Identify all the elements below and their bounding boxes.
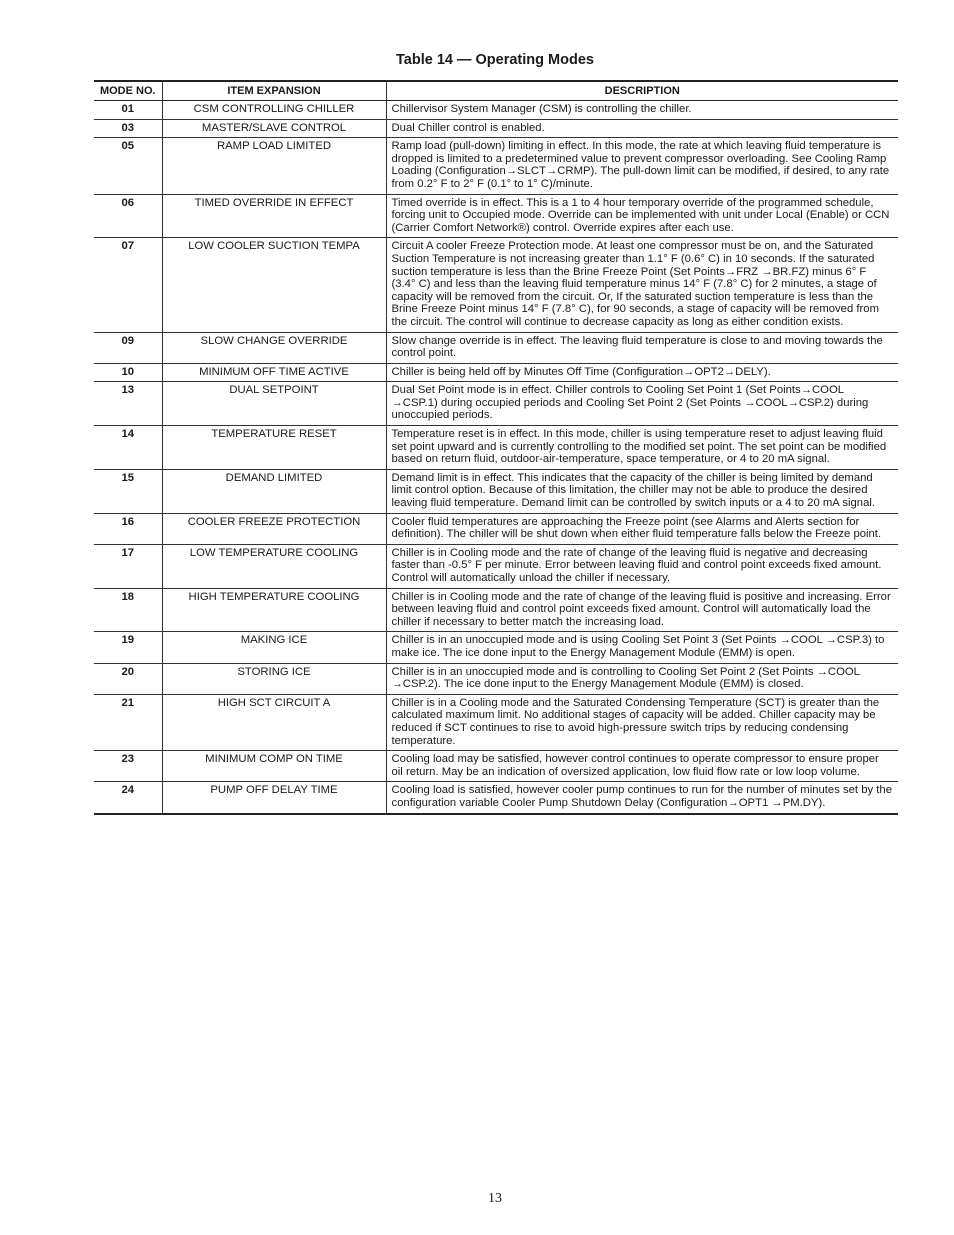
header-description: DESCRIPTION (386, 81, 898, 101)
mode-description: Dual Set Point mode is in effect. Chiller controls to Cooling Set Point 1 (Set Points→COOL →CSP.1) during occupied periods and Cooling Set Point 2 (Set Points →COOL→CSP.2) during unoccupied periods. (386, 382, 898, 426)
mode-description: Dual Chiller control is enabled. (386, 119, 898, 138)
mode-number: 18 (121, 590, 135, 603)
mode-number: 20 (121, 665, 135, 678)
mode-description: Chiller is in Cooling mode and the rate of change of the leaving fluid is positive and increasing. Error between leaving fluid and control point exceeds fixed amount. Control will automatically load the chiller if necessary to better match the increasing load. (386, 588, 898, 632)
table-row (94, 426, 898, 470)
mode-number: 17 (121, 546, 135, 559)
item-expansion: HIGH SCT CIRCUIT A (162, 694, 386, 750)
mode-number: 10 (121, 365, 135, 378)
mode-number: 21 (121, 696, 135, 709)
table-row (94, 382, 898, 426)
mode-description: Ramp load (pull-down) limiting in effect. In this mode, the rate at which leaving fluid temperature is dropped is limited to a predetermined value to prevent compressor overloading. See Cooling Ramp Loading (Configuration→SLCT→CRMP). The pull-down limit can be modified, if desired, to any rate from 0.2° F to 2° F (0.1° to 1° C)/minute. (386, 138, 898, 194)
table-row (94, 663, 898, 694)
operating-modes-table (94, 80, 898, 815)
item-expansion: TEMPERATURE RESET (162, 426, 386, 470)
table-row (94, 588, 898, 632)
table-row (94, 138, 898, 194)
table-row (94, 544, 898, 588)
mode-number: 23 (121, 753, 135, 766)
table-header-row (94, 81, 898, 101)
mode-number: 14 (121, 428, 135, 441)
table-title: Table 14 — Operating Modes (396, 52, 594, 68)
item-expansion: PUMP OFF DELAY TIME (162, 782, 386, 814)
table-row (94, 469, 898, 513)
table-row (94, 238, 898, 332)
item-expansion: TIMED OVERRIDE IN EFFECT (162, 194, 386, 238)
table-row (94, 194, 898, 238)
item-expansion: MAKING ICE (162, 632, 386, 663)
mode-description: Chiller is in an unoccupied mode and is using Cooling Set Point 3 (Set Points →COOL →CSP.3) to make ice. The ice done input to the Energy Management Module (EMM) is open. (386, 632, 898, 663)
mode-description: Timed override is in effect. This is a 1 to 4 hour temporary override of the programmed schedule, forcing unit to Occupied mode. Override can be implemented with unit under Local (Enable) or CCN (Carrier Comfort Network®) control. Override expires after each use. (386, 194, 898, 238)
table-row (94, 513, 898, 544)
mode-description: Cooler fluid temperatures are approaching the Freeze point (see Alarms and Alerts section for definition). The chiller will be shut down when either fluid temperature falls below the Freeze point. (386, 513, 898, 544)
item-expansion: CSM CONTROLLING CHILLER (162, 101, 386, 120)
mode-description: Cooling load may be satisfied, however control continues to operate compressor to ensure proper oil return. May be an indication of oversized application, low fluid flow rate or low loop volume. (386, 751, 898, 782)
item-expansion: RAMP LOAD LIMITED (162, 138, 386, 194)
item-expansion: HIGH TEMPERATURE COOLING (162, 588, 386, 632)
mode-number: 16 (121, 515, 135, 528)
mode-number: 24 (121, 784, 135, 797)
item-expansion: DEMAND LIMITED (162, 469, 386, 513)
table-row (94, 332, 898, 363)
item-expansion: LOW COOLER SUCTION TEMPA (162, 238, 386, 332)
mode-number: 15 (121, 471, 135, 484)
mode-description: Chiller is in an unoccupied mode and is controlling to Cooling Set Point 2 (Set Points →COOL →CSP.2). The ice done input to the Energy Management Module (EMM) is closed. (386, 663, 898, 694)
header-mode-no: MODE NO. (99, 85, 156, 97)
page-number: 13 (488, 1191, 502, 1206)
mode-description: Cooling load is satisfied, however cooler pump continues to run for the number of minutes set by the configuration variable Cooler Pump Shutdown Delay (Configuration→OPT1 →PM.DY). (386, 782, 898, 814)
mode-description: Slow change override is in effect. The leaving fluid temperature is close to and moving towards the control point. (386, 332, 898, 363)
table-row (94, 694, 898, 750)
item-expansion: COOLER FREEZE PROTECTION (162, 513, 386, 544)
mode-number: 07 (121, 240, 135, 253)
mode-number: 19 (121, 634, 135, 647)
mode-number: 05 (121, 140, 135, 153)
mode-description: Demand limit is in effect. This indicates that the capacity of the chiller is being limited by demand limit control option. Because of this limitation, the chiller may not be able to produce the desired leaving fluid temperature. Demand limit can be controlled by switch inputs or a 4 to 20 mA signal. (386, 469, 898, 513)
mode-number: 13 (121, 384, 135, 397)
item-expansion: MINIMUM COMP ON TIME (162, 751, 386, 782)
mode-description: Chiller is being held off by Minutes Off Time (Configuration→OPT2→DELY). (386, 363, 898, 382)
item-expansion: MINIMUM OFF TIME ACTIVE (162, 363, 386, 382)
table-row (94, 119, 898, 138)
mode-number: 06 (121, 196, 135, 209)
table-row (94, 782, 898, 814)
mode-description: Circuit A cooler Freeze Protection mode. At least one compressor must be on, and the Saturated Suction Temperature is not increasing greater than 1.1° F (0.6° C) in 10 seconds. If the saturated suction temperature is less than the Brine Freeze Point (Set Points→FRZ →BR.FZ) minus 6° F (3.4° C) and less than the leaving fluid temperature minus 14° F (7.8° C) for 2 minutes, a stage of capacity will be removed from the circuit. Or, If the saturated suction temperature is less than the Brine Freeze Point minus 14° F (7.8° C), for 90 seconds, a stage of capacity will be removed from the circuit. The control will continue to decrease capacity as long as either condition exists. (386, 238, 898, 332)
mode-description: Chiller is in Cooling mode and the rate of change of the leaving fluid is negative and decreasing faster than -0.5° F per minute. Error between leaving fluid and control point exceeds fixed amount. Control will automatically unload the chiller if necessary. (386, 544, 898, 588)
mode-number: 03 (121, 121, 135, 134)
item-expansion: DUAL SETPOINT (162, 382, 386, 426)
item-expansion: STORING ICE (162, 663, 386, 694)
item-expansion: SLOW CHANGE OVERRIDE (162, 332, 386, 363)
mode-number: 09 (121, 334, 135, 347)
mode-description: Chillervisor System Manager (CSM) is controlling the chiller. (386, 101, 898, 120)
header-item-expansion: ITEM EXPANSION (162, 81, 386, 101)
mode-description: Temperature reset is in effect. In this mode, chiller is using temperature reset to adjust leaving fluid set point upward and is currently controlling to the modified set point. The set point can be modified based on return fluid, outdoor-air-temperature, space temperature, or 4 to 20 mA signal. (386, 426, 898, 470)
item-expansion: LOW TEMPERATURE COOLING (162, 544, 386, 588)
item-expansion: MASTER/SLAVE CONTROL (162, 119, 386, 138)
table-row (94, 101, 898, 120)
table-row (94, 632, 898, 663)
mode-description: Chiller is in a Cooling mode and the Saturated Condensing Temperature (SCT) is greater than the calculated maximum limit. No additional stages of capacity will be added. Chiller capacity may be reduced if SCT continues to rise to avoid high-pressure switch trips by reducing condensing temperature. (386, 694, 898, 750)
table-row (94, 751, 898, 782)
table-row (94, 363, 898, 382)
mode-number: 01 (121, 103, 135, 115)
